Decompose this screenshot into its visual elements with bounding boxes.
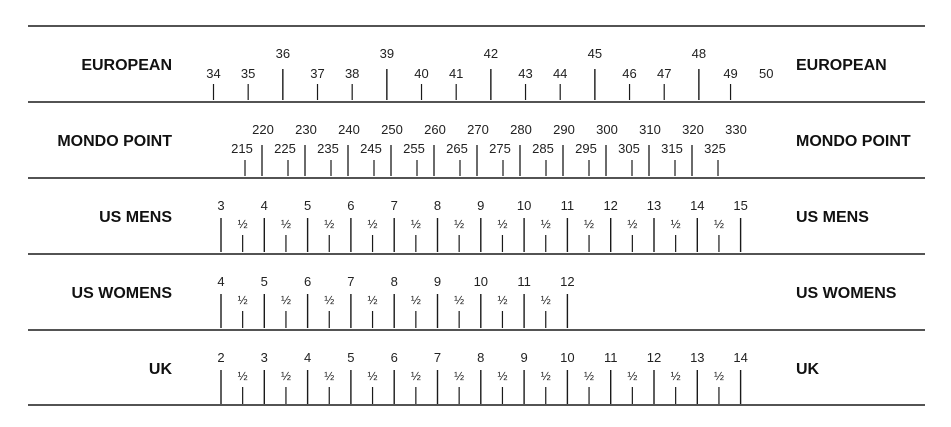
- uk-half-size-label: ½: [670, 369, 681, 383]
- uk-half-size-label: ½: [713, 369, 724, 383]
- uk-size-label: 13: [690, 350, 705, 365]
- scale-label-left: EUROPEAN: [81, 57, 172, 74]
- us-mens-half-size-label: ½: [410, 217, 421, 231]
- mondo-size-label: 255: [403, 141, 425, 156]
- european-size-label: 43: [518, 66, 533, 81]
- uk-half-size-label: ½: [237, 369, 248, 383]
- mondo-size-label: 295: [575, 141, 597, 156]
- uk-half-size-label: ½: [367, 369, 378, 383]
- us-mens-size-label: 5: [303, 198, 312, 213]
- uk-half-size-label: ½: [584, 369, 595, 383]
- uk-size-label: 11: [603, 350, 618, 365]
- us-womens-half-size-label: ½: [540, 293, 551, 307]
- european-size-label: 38: [344, 66, 360, 81]
- european-size-label: 50: [758, 66, 774, 81]
- us-mens-size-label: 13: [646, 198, 662, 213]
- mondo-size-label: 260: [424, 122, 446, 137]
- uk-half-size-label: ½: [280, 369, 291, 383]
- uk-size-label: 2: [217, 350, 225, 365]
- european-size-label: 48: [691, 46, 707, 61]
- us-womens-size-label: 11: [517, 274, 531, 289]
- mondo-size-label: 230: [295, 122, 317, 137]
- european-size-label: 42: [483, 46, 499, 61]
- us-mens-size-label: 6: [347, 198, 355, 213]
- us-mens-half-size-label: ½: [627, 217, 638, 231]
- us-womens-half-size-label: ½: [454, 293, 465, 307]
- european-size-label: 35: [240, 66, 256, 81]
- mondo-size-label: 305: [618, 141, 640, 156]
- us-womens-size-label: 7: [347, 274, 355, 289]
- us-mens-half-size-label: ½: [540, 217, 551, 231]
- us-mens-half-size-label: ½: [497, 217, 508, 231]
- us-mens-half-size-label: ½: [713, 217, 724, 231]
- uk-size-label: 4: [303, 350, 312, 365]
- mondo-size-label: 325: [704, 141, 726, 156]
- mondo-size-label: 270: [467, 122, 489, 137]
- mondo-size-label: 215: [231, 141, 253, 156]
- uk-half-size-label: ½: [454, 369, 465, 383]
- us-womens-half-size-label: ½: [367, 293, 378, 307]
- uk-size-label: 14: [733, 350, 748, 365]
- us-mens-half-size-label: ½: [324, 217, 335, 231]
- us-womens-half-size-label: ½: [324, 293, 335, 307]
- mondo-size-label: 250: [381, 122, 403, 137]
- us-mens-size-label: 4: [260, 198, 268, 213]
- scale-label-left: UK: [148, 361, 172, 378]
- european-size-label: 47: [656, 66, 672, 81]
- uk-half-size-label: ½: [540, 369, 551, 383]
- scale-label-right: US MENS: [796, 209, 869, 226]
- mondo-size-label: 275: [489, 141, 511, 156]
- us-womens-size-label: 12: [560, 274, 575, 289]
- mondo-size-label: 320: [682, 122, 704, 137]
- mondo-size-label: 290: [553, 122, 575, 137]
- us-mens-size-label: 9: [477, 198, 485, 213]
- uk-half-size-label: ½: [627, 369, 638, 383]
- scale-label-right: MONDO POINT: [796, 133, 911, 150]
- mondo-size-label: 315: [661, 141, 683, 156]
- us-mens-half-size-label: ½: [237, 217, 248, 231]
- uk-size-label: 9: [520, 350, 528, 365]
- scale-label-right: UK: [796, 361, 820, 378]
- us-womens-size-label: 8: [390, 274, 398, 289]
- uk-half-size-label: ½: [410, 369, 421, 383]
- scale-label-right: EUROPEAN: [796, 57, 887, 74]
- us-womens-size-label: 4: [217, 274, 225, 289]
- us-womens-half-size-label: ½: [410, 293, 421, 307]
- uk-half-size-label: ½: [324, 369, 335, 383]
- mondo-size-label: 265: [446, 141, 468, 156]
- uk-size-label: 10: [560, 350, 575, 365]
- european-size-label: 46: [622, 66, 637, 81]
- uk-half-size-label: ½: [497, 369, 508, 383]
- scale-label-right: US WOMENS: [796, 285, 897, 302]
- mondo-size-label: 300: [596, 122, 618, 137]
- uk-size-label: 6: [390, 350, 398, 365]
- european-size-label: 44: [552, 66, 568, 81]
- european-size-label: 37: [310, 66, 325, 81]
- us-mens-size-label: 8: [433, 198, 442, 213]
- us-mens-size-label: 11: [560, 198, 575, 213]
- european-size-label: 40: [414, 66, 429, 81]
- us-mens-half-size-label: ½: [280, 217, 291, 231]
- us-mens-size-label: 14: [690, 198, 705, 213]
- us-womens-half-size-label: ½: [237, 293, 248, 307]
- us-mens-size-label: 15: [733, 198, 748, 213]
- mondo-size-label: 235: [317, 141, 339, 156]
- scale-label-left: MONDO POINT: [57, 133, 172, 150]
- us-womens-half-size-label: ½: [497, 293, 508, 307]
- uk-size-label: 12: [646, 350, 662, 365]
- mondo-size-label: 225: [274, 141, 296, 156]
- mondo-size-label: 280: [510, 122, 532, 137]
- european-size-label: 36: [275, 46, 291, 61]
- us-mens-size-label: 3: [217, 198, 225, 213]
- european-size-label: 49: [723, 66, 738, 81]
- uk-size-label: 8: [477, 350, 485, 365]
- us-mens-half-size-label: ½: [454, 217, 465, 231]
- us-mens-half-size-label: ½: [367, 217, 378, 231]
- us-womens-size-label: 5: [260, 274, 268, 289]
- uk-size-label: 5: [347, 350, 355, 365]
- us-mens-size-label: 12: [603, 198, 618, 213]
- mondo-size-label: 285: [532, 141, 554, 156]
- european-size-label: 39: [379, 46, 395, 61]
- uk-size-label: 7: [433, 350, 442, 365]
- us-womens-size-label: 9: [433, 274, 442, 289]
- us-mens-size-label: 7: [390, 198, 398, 213]
- mondo-size-label: 330: [725, 122, 747, 137]
- european-size-label: 41: [448, 66, 464, 81]
- mondo-size-label: 240: [338, 122, 360, 137]
- scale-label-left: US WOMENS: [71, 285, 172, 302]
- european-size-label: 34: [206, 66, 221, 81]
- us-womens-half-size-label: ½: [280, 293, 291, 307]
- scale-label-left: US MENS: [99, 209, 172, 226]
- us-mens-half-size-label: ½: [670, 217, 681, 231]
- uk-size-label: 3: [260, 350, 268, 365]
- mondo-size-label: 220: [252, 122, 274, 137]
- us-mens-half-size-label: ½: [584, 217, 595, 231]
- us-womens-size-label: 6: [303, 274, 312, 289]
- us-womens-size-label: 10: [473, 274, 489, 289]
- european-size-label: 45: [587, 46, 603, 61]
- mondo-size-label: 245: [360, 141, 382, 156]
- us-mens-size-label: 10: [516, 198, 532, 213]
- mondo-size-label: 310: [639, 122, 661, 137]
